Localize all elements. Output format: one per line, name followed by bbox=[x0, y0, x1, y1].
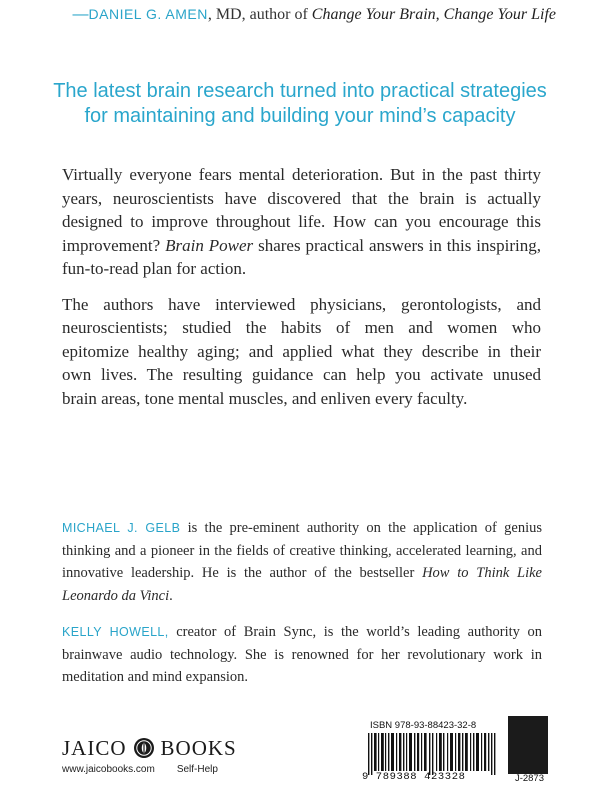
description-line: fun-to-read plan for action. bbox=[62, 259, 247, 278]
endorser-book-title: Change Your Brain, Change Your Life bbox=[311, 6, 556, 23]
endorser-credentials: , MD, author of bbox=[207, 6, 312, 23]
tagline bbox=[30, 79, 570, 129]
book-description bbox=[62, 163, 541, 422]
book-title-inline: Brain Power bbox=[165, 235, 254, 255]
description-line: brain areas, tone mental muscles, and enliven every faculty. bbox=[62, 388, 468, 408]
bio-howell: KELLY HOWELL, creator of Brain Sync, is the world’s leading authority on brainwave audio technology. She is renowned for her revolutionary work in meditation and mind expansion. bbox=[62, 624, 542, 685]
description-paragraph-1 bbox=[62, 163, 541, 281]
bestseller-title: How to Think Like bbox=[422, 565, 542, 581]
barcode-digits: 9 789388 423328 bbox=[362, 771, 466, 783]
bestseller-title-cont: Leonardo da Vinci bbox=[62, 587, 170, 604]
publisher-emblem-icon bbox=[133, 737, 155, 759]
barcode-image bbox=[364, 733, 502, 775]
description-line: epitomize healthy aging; and applied what they describe in their bbox=[62, 341, 541, 361]
publisher-block bbox=[62, 735, 292, 775]
publisher-website: www.jaicobooks.com bbox=[62, 764, 155, 775]
book-category: Self-Help bbox=[176, 764, 218, 775]
isbn-label: ISBN 978-93-88423-32-8 bbox=[370, 720, 477, 731]
publisher-logo: JAICO BOOKS bbox=[62, 735, 237, 760]
description-line: improvement? Brain Power shares practical answers in this inspiring, bbox=[62, 235, 541, 255]
author-name-gelb: MICHAEL J. GELB bbox=[62, 521, 181, 535]
description-line: Virtually everyone fears mental deterioration. But in the past thirty bbox=[62, 165, 541, 184]
tagline-line-2: for maintaining and building your mind’s capacity bbox=[84, 105, 516, 127]
endorser-name: DANIEL G. AMEN bbox=[88, 6, 208, 22]
publisher-code: J-2873 bbox=[514, 773, 544, 784]
barcode-price-strip bbox=[508, 716, 548, 774]
description-paragraph-2 bbox=[62, 293, 541, 411]
tagline-line-1: The latest brain research turned into practical strategies bbox=[53, 80, 547, 102]
description-line: own lives. The resulting guidance can help you activate unused bbox=[62, 365, 541, 384]
description-line: neuroscientists; studied the habits of men and women who bbox=[62, 318, 541, 337]
description-line: The authors have interviewed physicians, gerontologists, and bbox=[62, 294, 541, 314]
description-line: designed to improve throughout life. How can you encourage this bbox=[62, 212, 541, 231]
bio-gelb: MICHAEL J. GELB is the pre-eminent authority on the application of genius thinking and a pioneer in the fields of creative thinking, accelerated learning, and innovative leadership. He is the author of the bestseller How to Think Like Leonardo da Vinci. bbox=[62, 520, 542, 604]
author-bios bbox=[62, 517, 542, 703]
barcode-area bbox=[352, 716, 548, 786]
description-line: years, neuroscientists have discovered that the brain is actually bbox=[62, 188, 541, 208]
author-name-howell: KELLY HOWELL, bbox=[62, 625, 169, 639]
endorsement-attribution: —DANIEL G. AMEN, MD, author of Change Your Brain, Change Your Life bbox=[72, 6, 556, 23]
